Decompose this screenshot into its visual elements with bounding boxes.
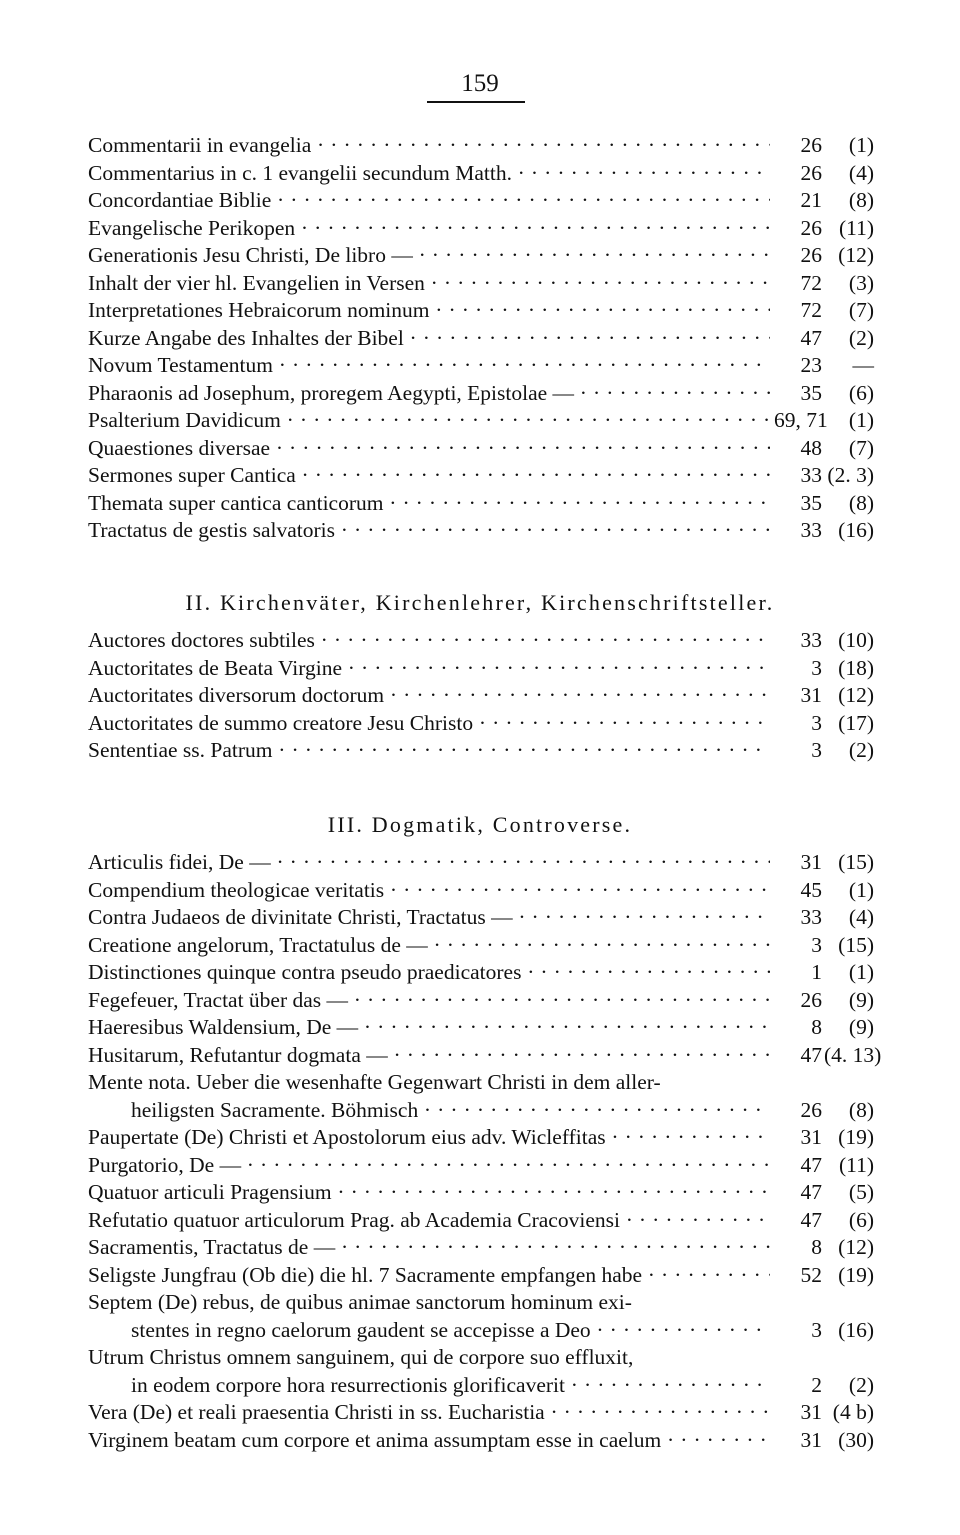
entry-page: 31 xyxy=(770,682,822,710)
entry-title: Pharaonis ad Josephum, proregem Aegypti, Epistolae — · · · xyxy=(88,380,774,408)
index-entry xyxy=(88,877,874,905)
entry-page: 33 xyxy=(770,462,822,490)
entry-number: (12) xyxy=(838,683,874,707)
entry-title: Psalterium Davidicum · · · xyxy=(88,407,774,435)
entry-page: 23 xyxy=(770,352,822,380)
index-entry xyxy=(88,849,874,877)
entry-page: 45 xyxy=(770,877,822,905)
index-entry xyxy=(88,325,874,353)
index-entry xyxy=(88,959,874,987)
entry-number: (1) xyxy=(848,408,874,432)
entry-number: (8) xyxy=(848,1097,874,1122)
index-entry xyxy=(88,1069,874,1124)
entry-page: 26 xyxy=(770,1097,822,1125)
entry-number: (6) xyxy=(848,1207,874,1232)
index-entry xyxy=(88,490,874,518)
entry-number: (2) xyxy=(848,1372,874,1397)
index-entry xyxy=(88,1124,874,1152)
entry-title-continuation: in eodem corpore hora resurrectionis glorificaverit · · · xyxy=(131,1372,774,1400)
entry-number: (15) xyxy=(838,932,874,957)
entry-number: (10) xyxy=(838,628,874,652)
entry-number: (1) xyxy=(848,960,874,984)
section-heading: II. Kirchenväter, Kirchenlehrer, Kirchenschriftsteller. xyxy=(185,590,775,615)
entry-title: Commentarius in c. 1 evangelii secundum Matth. · · · xyxy=(88,160,774,188)
entry-title: Quaestiones diversae · · · xyxy=(88,435,774,463)
index-entry xyxy=(88,1344,874,1399)
entry-title: Articulis fidei, De — · · · xyxy=(88,849,774,877)
index-entry xyxy=(88,187,874,215)
entry-title: Septem (De) rebus, de quibus animae sanctorum hominum exi- xyxy=(88,1290,632,1314)
index-entry xyxy=(88,932,874,960)
section-heading: III. Dogmatik, Controverse. xyxy=(327,812,633,837)
entry-page: 26 xyxy=(770,987,822,1015)
entry-number: (9) xyxy=(848,987,874,1012)
entry-number: (1) xyxy=(848,133,874,157)
entry-title: Husitarum, Refutantur dogmata — · · · xyxy=(88,1042,774,1070)
entry-number: (2. 3) xyxy=(827,463,874,487)
entry-page: 3 xyxy=(770,655,822,683)
entry-page: 31 xyxy=(770,1124,822,1152)
index-entry xyxy=(88,1207,874,1235)
entry-page: 1 xyxy=(770,959,822,987)
index-entry xyxy=(88,1427,874,1455)
index-entry xyxy=(88,297,874,325)
entry-number: (16) xyxy=(838,518,874,542)
entry-page: 31 xyxy=(770,1427,822,1455)
entry-number: (12) xyxy=(838,1235,874,1259)
entry-number: (2) xyxy=(848,325,874,350)
entry-title: Inhalt der vier hl. Evangelien in Versen · · · xyxy=(88,270,774,298)
index-entry xyxy=(88,682,874,710)
entry-number: (19) xyxy=(838,1125,874,1149)
entry-number: (1) xyxy=(848,877,874,902)
entry-number: (4) xyxy=(848,160,874,185)
entry-page: 26 xyxy=(770,215,822,243)
entry-title: Paupertate (De) Christi et Apostolorum eius adv. Wicleffitas · · · xyxy=(88,1124,774,1152)
entry-page: 26 xyxy=(770,242,822,270)
entry-page: 26 xyxy=(770,160,822,188)
entry-title: Generationis Jesu Christi, De libro — · · · xyxy=(88,242,774,270)
index-entry xyxy=(88,517,874,545)
entry-title: Quatuor articuli Pragensium · · · xyxy=(88,1179,774,1207)
index-section-1 xyxy=(88,132,874,545)
entry-page: 72 xyxy=(770,270,822,298)
entry-title: Purgatorio, De — · · · xyxy=(88,1152,774,1180)
index-entry xyxy=(88,215,874,243)
entry-page: 47 xyxy=(770,1152,822,1180)
entry-page: 48 xyxy=(770,435,822,463)
index-entry xyxy=(88,1179,874,1207)
index-entry xyxy=(88,462,874,490)
entry-title: Fegefeuer, Tractat über das — · · · xyxy=(88,987,774,1015)
index-entry xyxy=(88,160,874,188)
entry-number: (19) xyxy=(838,1262,874,1287)
entry-page: 47 xyxy=(770,1179,822,1207)
entry-title: Creatione angelorum, Tractatulus de — · · · xyxy=(88,932,774,960)
index-entry xyxy=(88,1042,882,1070)
index-entry xyxy=(88,407,874,435)
entry-number: (15) xyxy=(838,850,874,874)
index-entry xyxy=(88,655,874,683)
entry-page: 47 xyxy=(770,1042,822,1070)
entry-title: Seligste Jungfrau (Ob die) die hl. 7 Sacramente empfangen habe · · · xyxy=(88,1262,774,1290)
entry-page: 47 xyxy=(770,325,822,353)
index-entry xyxy=(88,1234,874,1262)
entry-page: 21 xyxy=(770,187,822,215)
index-entry xyxy=(88,242,874,270)
entry-number: (30) xyxy=(838,1427,874,1452)
entry-page: 33 xyxy=(770,904,822,932)
entry-title-continuation: heiligsten Sacramente. Böhmisch · · · xyxy=(131,1097,774,1125)
entry-title: Distinctiones quinque contra pseudo praedicatores · · · xyxy=(88,959,774,987)
entry-page: 33 xyxy=(770,627,822,655)
index-entry xyxy=(88,737,874,765)
entry-title: Sacramentis, Tractatus de — · · · xyxy=(88,1234,774,1262)
entry-title: Refutatio quatuor articulorum Prag. ab Academia Cracoviensi · · · xyxy=(88,1207,774,1235)
entry-number: (11) xyxy=(838,1152,874,1177)
index-entry xyxy=(88,352,874,380)
entry-title: Mente nota. Ueber die wesenhafte Gegenwart Christi in dem aller- xyxy=(88,1070,661,1094)
entry-number: (9) xyxy=(848,1015,874,1039)
entry-page: 26 xyxy=(770,132,822,160)
entry-title: Sententiae ss. Patrum · · · xyxy=(88,737,774,765)
entry-title: Contra Judaeos de divinitate Christi, Tractatus — · · · xyxy=(88,904,774,932)
entry-title: Vera (De) et reali praesentia Christi in ss. Eucharistia · · · xyxy=(88,1399,774,1427)
index-entry xyxy=(88,270,874,298)
entry-title: Themata super cantica canticorum · · · xyxy=(88,490,774,518)
entry-title: Tractatus de gestis salvatoris · · · xyxy=(88,517,774,545)
entry-number: (2) xyxy=(848,738,874,762)
index-entry xyxy=(88,1014,874,1042)
entry-title: Interpretationes Hebraicorum nominum · · · xyxy=(88,297,774,325)
index-entry xyxy=(88,1152,874,1180)
entry-title: Auctoritates de summo creatore Jesu Christo · · · xyxy=(88,710,774,738)
entry-page: 3 xyxy=(770,932,822,960)
index-entry xyxy=(88,904,874,932)
index-entry xyxy=(88,132,874,160)
entry-page: 3 xyxy=(770,1317,822,1345)
index-entry xyxy=(88,1262,874,1290)
entry-number: (8) xyxy=(848,188,874,212)
entry-number: (12) xyxy=(838,243,874,267)
entry-title: Haeresibus Waldensium, De — · · · xyxy=(88,1014,774,1042)
index-entry xyxy=(88,380,874,408)
entry-title: Commentarii in evangelia · · · xyxy=(88,132,774,160)
entry-page: 3 xyxy=(770,737,822,765)
page-number: 159 xyxy=(461,70,499,97)
entry-title-continuation: stentes in regno caelorum gaudent se accepisse a Deo · · · xyxy=(131,1317,774,1345)
index-entry xyxy=(88,1399,874,1427)
entry-title: Virginem beatam cum corpore et anima assumptam esse in caelum · · · xyxy=(88,1427,774,1455)
entry-page: 35 xyxy=(770,490,822,518)
entry-page: 72 xyxy=(770,297,822,325)
entry-title: Auctoritates de Beata Virgine · · · xyxy=(88,655,774,683)
entry-number: (7) xyxy=(848,435,874,460)
entry-number: (17) xyxy=(838,710,874,735)
entry-number: (11) xyxy=(838,215,874,240)
entry-title: Kurze Angabe des Inhaltes der Bibel · · · xyxy=(88,325,774,353)
index-entry xyxy=(88,627,874,655)
entry-title: Utrum Christus omnem sanguinem, qui de corpore suo effluxit, xyxy=(88,1345,634,1369)
entry-page: 31 xyxy=(770,1399,822,1427)
entry-page: 8 xyxy=(770,1234,822,1262)
index-entry xyxy=(88,710,874,738)
entry-number: (5) xyxy=(848,1180,874,1204)
index-entry xyxy=(88,1289,874,1344)
entry-page: 47 xyxy=(770,1207,822,1235)
entry-page: 33 xyxy=(770,517,822,545)
entry-number: (3) xyxy=(848,270,874,295)
entry-title: Auctores doctores subtiles · · · xyxy=(88,627,774,655)
index-section-3 xyxy=(88,849,882,1454)
index-entry xyxy=(88,987,874,1015)
entry-title: Evangelische Perikopen · · · xyxy=(88,215,774,243)
entry-title: Auctoritates diversorum doctorum · · · xyxy=(88,682,774,710)
entry-title: Sermones super Cantica · · · xyxy=(88,462,774,490)
entry-title: Novum Testamentum · · · xyxy=(88,352,774,380)
entry-number: (4) xyxy=(848,905,874,929)
entry-number: (6) xyxy=(848,380,874,405)
index-entry xyxy=(88,435,874,463)
entry-page: 52 xyxy=(770,1262,822,1290)
entry-page: 69, 71 xyxy=(770,407,822,435)
entry-number: (4 b) xyxy=(832,1400,874,1424)
entry-title: Concordantiae Biblie · · · xyxy=(88,187,774,215)
entry-page: 3 xyxy=(770,710,822,738)
page-number-rule xyxy=(427,101,525,103)
index-section-2 xyxy=(88,627,874,765)
entry-page: 2 xyxy=(770,1372,822,1400)
entry-number: (16) xyxy=(838,1317,874,1342)
entry-page: 31 xyxy=(770,849,822,877)
entry-title: Compendium theologicae veritatis · · · xyxy=(88,877,774,905)
entry-number: (4. 13) xyxy=(824,1042,882,1067)
entry-number: (8) xyxy=(848,490,874,515)
entry-page: 8 xyxy=(770,1014,822,1042)
entry-number: — xyxy=(852,353,874,377)
entry-page: 35 xyxy=(770,380,822,408)
entry-number: (7) xyxy=(848,298,874,322)
entry-number: (18) xyxy=(838,655,874,680)
